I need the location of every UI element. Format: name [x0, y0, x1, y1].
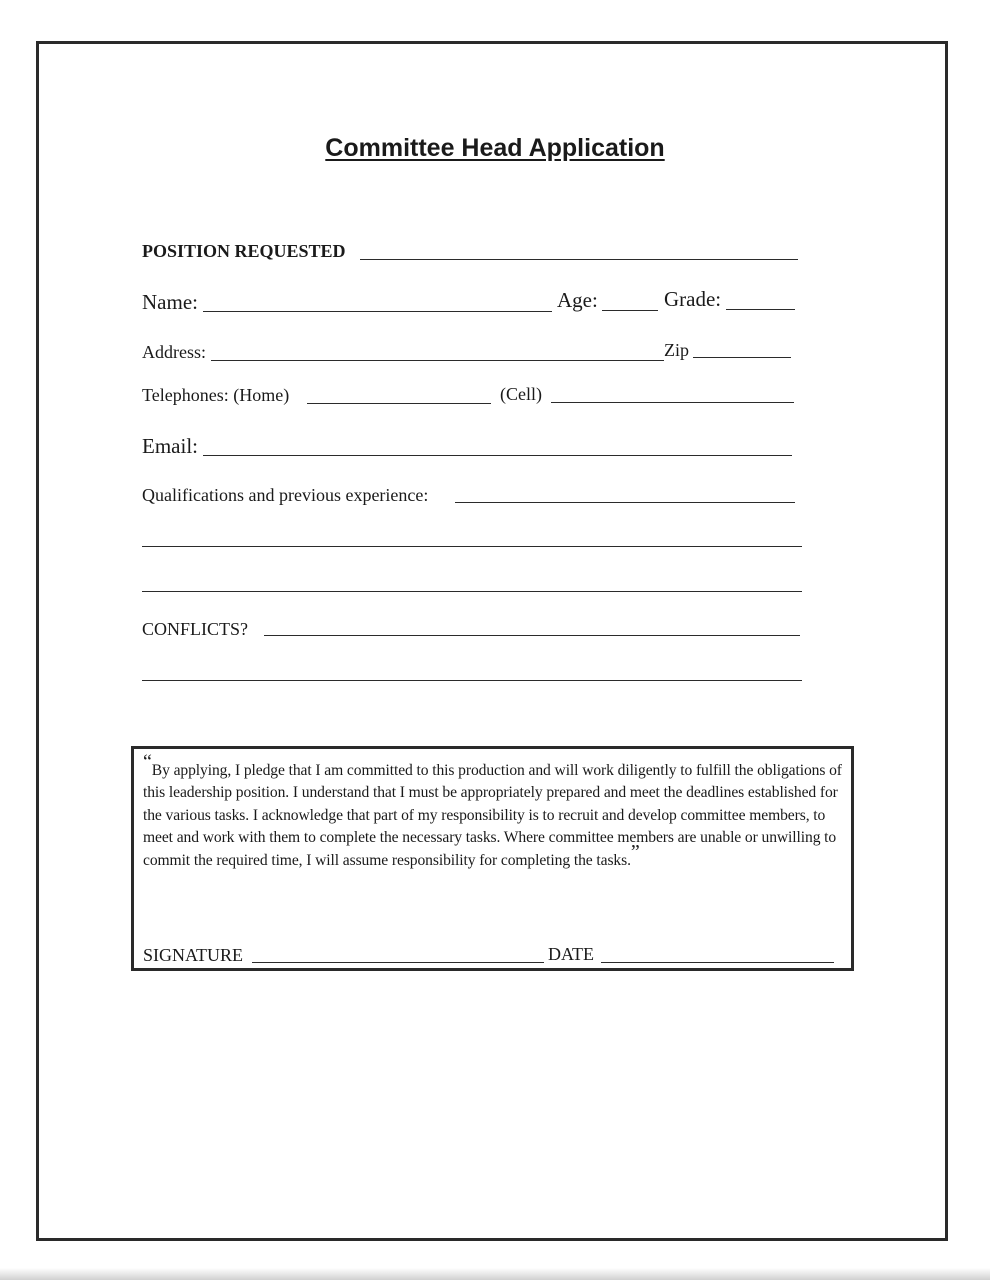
cell-telephone-field[interactable] [551, 402, 794, 403]
open-quote: “ [143, 751, 152, 773]
home-telephone-label: Telephones: (Home) [142, 385, 290, 405]
address-label: Address: [142, 342, 206, 362]
grade-field[interactable] [726, 309, 795, 310]
name-field[interactable] [203, 311, 552, 312]
date-field[interactable] [601, 962, 834, 963]
qualifications-label: Qualifications and previous experience: [142, 485, 429, 505]
close-quote: ” [630, 840, 640, 863]
age-field[interactable] [602, 310, 658, 311]
qualifications-line-2[interactable] [142, 546, 802, 547]
page-border [36, 41, 948, 1241]
zip-field[interactable] [693, 357, 791, 358]
conflicts-line-2[interactable] [142, 680, 802, 681]
qualifications-field[interactable] [455, 502, 795, 503]
position-requested-label: POSITION REQUESTED [142, 241, 346, 261]
address-field[interactable] [211, 360, 664, 361]
zip-label: Zip [664, 340, 689, 360]
home-telephone-field[interactable] [307, 403, 491, 404]
pledge-statement [143, 751, 843, 872]
signature-field[interactable] [252, 962, 544, 963]
date-label: DATE [548, 944, 594, 964]
pledge-text: By applying, I pledge that I am committed to this production and will work diligently to fulfill the obligations of this leadership position. I understand that I must be appropriately prepared and meet the deadlines established for the various tasks. I acknowledge that part of my responsibility is to recruit and develop committee members, to meet and work with them to complete the necessary tasks. Where committee members are unable or unwilling to commit the required time, I will assume responsibility for completing the tasks. [143, 762, 842, 869]
signature-label: SIGNATURE [143, 945, 244, 965]
email-field[interactable] [203, 455, 792, 456]
grade-label: Grade: [664, 287, 722, 311]
name-label: Name: [142, 290, 198, 314]
conflicts-field[interactable] [264, 635, 800, 636]
conflicts-label: CONFLICTS? [142, 619, 249, 639]
page-title: Committee Head Application [325, 134, 665, 162]
email-label: Email: [142, 434, 198, 458]
scan-edge-shadow [0, 1268, 990, 1280]
position-requested-field[interactable] [360, 259, 798, 260]
cell-telephone-label: (Cell) [500, 384, 542, 404]
qualifications-line-3[interactable] [142, 591, 802, 592]
age-label: Age: [557, 288, 598, 312]
